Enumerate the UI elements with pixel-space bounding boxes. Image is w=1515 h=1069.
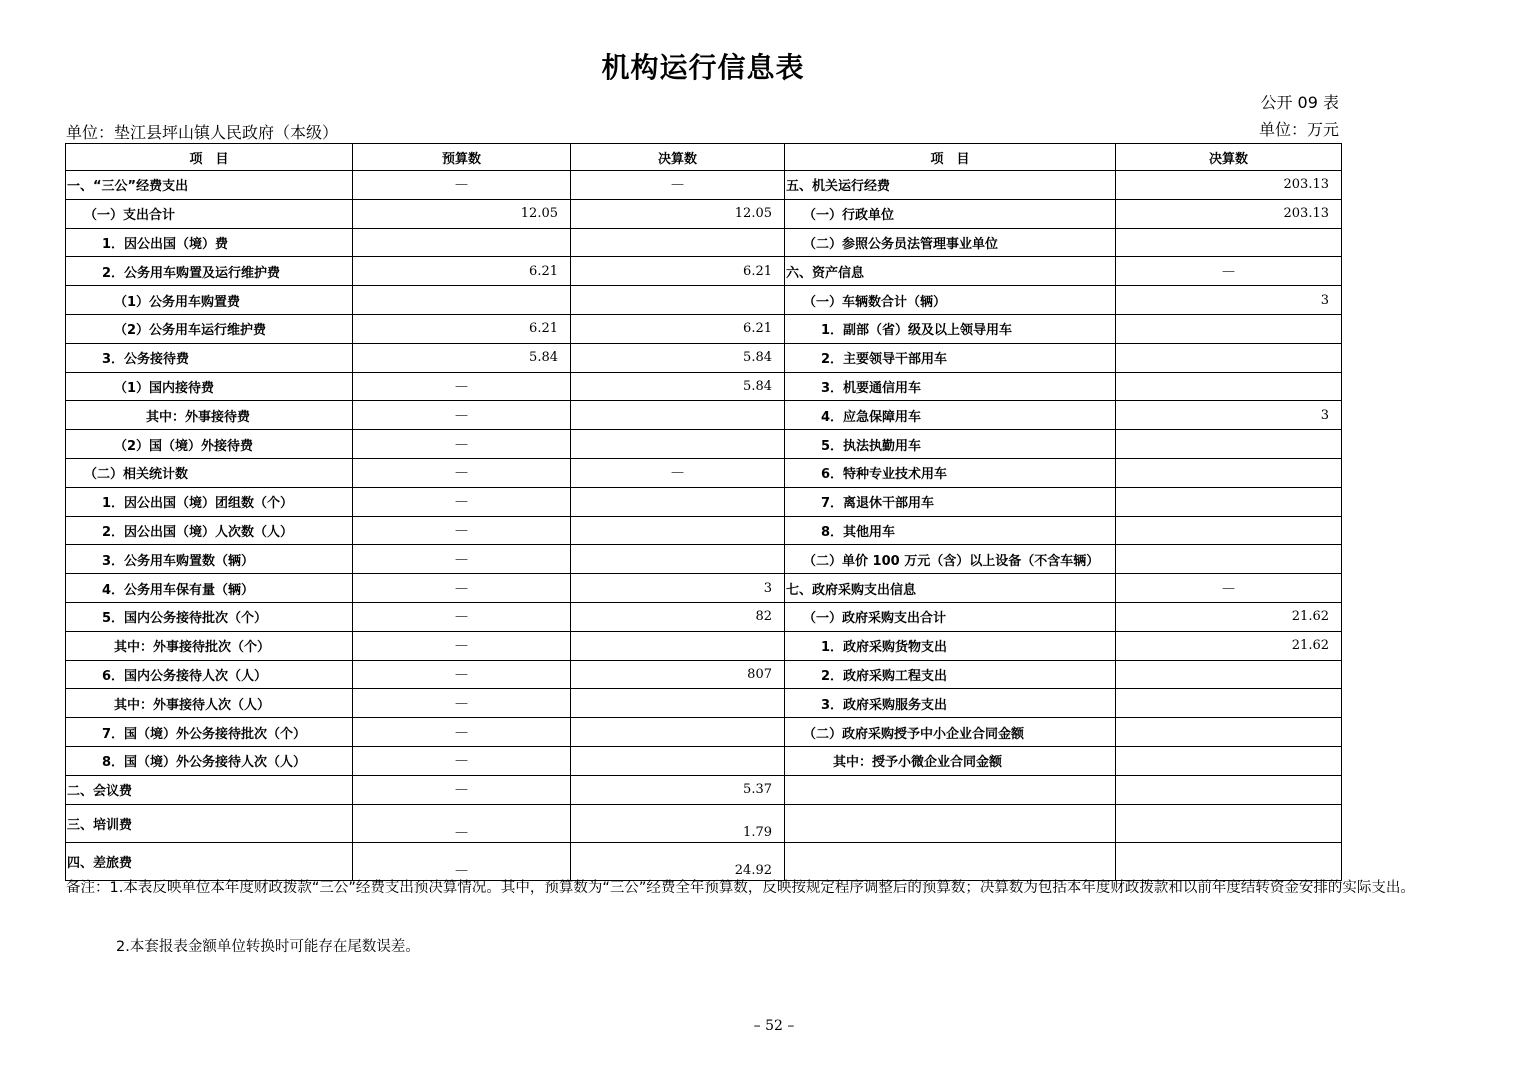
budget-value: — bbox=[353, 458, 571, 487]
right-item-label: 2．主要领导干部用车 bbox=[785, 343, 1116, 372]
left-item-label: 1．因公出国（境）团组数（个） bbox=[66, 487, 353, 516]
table-row bbox=[66, 199, 1342, 228]
right-item-label: 3．机要通信用车 bbox=[785, 372, 1116, 401]
final-value-left: — bbox=[571, 458, 785, 487]
final-value-left: 5.37 bbox=[571, 775, 785, 804]
left-item-label: 3．公务接待费 bbox=[66, 343, 353, 372]
final-value-left bbox=[571, 746, 785, 775]
budget-value: — bbox=[353, 171, 571, 200]
budget-value: — bbox=[353, 401, 571, 430]
budget-value: — bbox=[353, 775, 571, 804]
right-item-label: （一）政府采购支出合计 bbox=[785, 602, 1116, 631]
budget-value: 6.21 bbox=[353, 314, 571, 343]
right-item-label: 2．政府采购工程支出 bbox=[785, 660, 1116, 689]
final-value-right bbox=[1116, 689, 1342, 718]
page-title: 机构运行信息表 bbox=[601, 51, 805, 84]
table-row bbox=[66, 171, 1342, 200]
final-value-left: 5.84 bbox=[571, 343, 785, 372]
budget-value: 6.21 bbox=[353, 257, 571, 286]
right-item-label: 8．其他用车 bbox=[785, 516, 1116, 545]
left-item-label: 2．公务用车购置及运行维护费 bbox=[66, 257, 353, 286]
table-row bbox=[66, 631, 1342, 660]
final-value-right bbox=[1116, 430, 1342, 459]
left-item-label: （2）公务用车运行维护费 bbox=[66, 314, 353, 343]
budget-value: — bbox=[353, 842, 571, 880]
right-item-label: 5．执法执勤用车 bbox=[785, 430, 1116, 459]
budget-value: — bbox=[353, 602, 571, 631]
final-value-right: 21.62 bbox=[1116, 602, 1342, 631]
final-value-left: 6.21 bbox=[571, 314, 785, 343]
final-value-right bbox=[1116, 746, 1342, 775]
left-item-label: 1．因公出国（境）费 bbox=[66, 228, 353, 257]
final-value-left bbox=[571, 631, 785, 660]
right-item-label: 1．政府采购货物支出 bbox=[785, 631, 1116, 660]
right-item-label: 五、机关运行经费 bbox=[785, 171, 1116, 200]
left-item-label: （1）公务用车购置费 bbox=[66, 286, 353, 315]
right-item-label bbox=[785, 775, 1116, 804]
table-row bbox=[66, 775, 1342, 804]
right-item-label: （一）行政单位 bbox=[785, 199, 1116, 228]
final-value-left: 807 bbox=[571, 660, 785, 689]
left-item-label: 8．国（境）外公务接待人次（人） bbox=[66, 746, 353, 775]
final-value-left bbox=[571, 228, 785, 257]
final-value-right bbox=[1116, 718, 1342, 747]
budget-value: — bbox=[353, 487, 571, 516]
final-value-left bbox=[571, 286, 785, 315]
budget-value: — bbox=[353, 631, 571, 660]
footnote-1: 备注：1.本表反映单位本年度财政拨款“三公”经费支出预决算情况。其中，预算数为“三公”经费全年预算数，反映按规定程序调整后的预算数；决算数为包括本年度财政拨款和以前年度结转资金安排的实际支出。 bbox=[66, 880, 1415, 896]
final-value-left: 82 bbox=[571, 602, 785, 631]
institution-operation-table bbox=[65, 143, 1342, 881]
final-value-right bbox=[1116, 775, 1342, 804]
left-item-label: 5．国内公务接待批次（个） bbox=[66, 602, 353, 631]
final-value-right: — bbox=[1116, 574, 1342, 603]
final-value-left: 1.79 bbox=[571, 804, 785, 842]
right-item-label: 4．应急保障用车 bbox=[785, 401, 1116, 430]
budget-value: — bbox=[353, 430, 571, 459]
final-value-left: — bbox=[571, 171, 785, 200]
right-item-label: 1．副部（省）级及以上领导用车 bbox=[785, 314, 1116, 343]
final-value-right bbox=[1116, 487, 1342, 516]
right-item-label: 3．政府采购服务支出 bbox=[785, 689, 1116, 718]
budget-value: — bbox=[353, 804, 571, 842]
final-value-right: 203.13 bbox=[1116, 199, 1342, 228]
budget-value: — bbox=[353, 545, 571, 574]
final-value-left bbox=[571, 718, 785, 747]
right-item-label: （一）车辆数合计（辆） bbox=[785, 286, 1116, 315]
budget-value: — bbox=[353, 689, 571, 718]
final-value-left: 6.21 bbox=[571, 257, 785, 286]
table-row bbox=[66, 257, 1342, 286]
final-value-right bbox=[1116, 545, 1342, 574]
left-item-label: 6．国内公务接待人次（人） bbox=[66, 660, 353, 689]
right-item-label: （二）参照公务员法管理事业单位 bbox=[785, 228, 1116, 257]
page-number: – 52 – bbox=[753, 1018, 795, 1034]
table-row bbox=[66, 487, 1342, 516]
left-item-label: 四、差旅费 bbox=[66, 842, 353, 880]
final-value-right bbox=[1116, 372, 1342, 401]
final-value-right bbox=[1116, 228, 1342, 257]
header-final-right: 决算数 bbox=[1116, 144, 1342, 171]
final-value-left bbox=[571, 545, 785, 574]
right-item-label: 六、资产信息 bbox=[785, 257, 1116, 286]
final-value-left bbox=[571, 689, 785, 718]
final-value-right bbox=[1116, 660, 1342, 689]
table-row bbox=[66, 516, 1342, 545]
final-value-right: 203.13 bbox=[1116, 171, 1342, 200]
final-value-left bbox=[571, 430, 785, 459]
budget-value: — bbox=[353, 574, 571, 603]
budget-value: 5.84 bbox=[353, 343, 571, 372]
table-row bbox=[66, 545, 1342, 574]
table-row bbox=[66, 602, 1342, 631]
left-item-label: 2．因公出国（境）人次数（人） bbox=[66, 516, 353, 545]
final-value-left: 24.92 bbox=[571, 842, 785, 880]
right-item-label: 7．离退休干部用车 bbox=[785, 487, 1116, 516]
left-item-label: 其中：外事接待人次（人） bbox=[66, 689, 353, 718]
final-value-left bbox=[571, 487, 785, 516]
budget-value bbox=[353, 286, 571, 315]
right-item-label: 七、政府采购支出信息 bbox=[785, 574, 1116, 603]
final-value-right: — bbox=[1116, 257, 1342, 286]
header-budget: 预算数 bbox=[353, 144, 571, 171]
right-item-label: （二）政府采购授予中小企业合同金额 bbox=[785, 718, 1116, 747]
table-row bbox=[66, 718, 1342, 747]
header-final-left: 决算数 bbox=[571, 144, 785, 171]
left-item-label: 其中：外事接待费 bbox=[66, 401, 353, 430]
budget-value: — bbox=[353, 746, 571, 775]
final-value-right: 3 bbox=[1116, 286, 1342, 315]
table-row bbox=[66, 689, 1342, 718]
table-row bbox=[66, 228, 1342, 257]
left-item-label: 3．公务用车购置数（辆） bbox=[66, 545, 353, 574]
final-value-right bbox=[1116, 458, 1342, 487]
table-header-row bbox=[66, 144, 1342, 171]
currency-unit: 单位：万元 bbox=[1258, 120, 1339, 139]
budget-value: — bbox=[353, 718, 571, 747]
left-item-label: 一、“三公”经费支出 bbox=[66, 171, 353, 200]
header-item-right: 项 目 bbox=[785, 144, 1116, 171]
left-item-label: 4．公务用车保有量（辆） bbox=[66, 574, 353, 603]
final-value-left bbox=[571, 401, 785, 430]
table-row bbox=[66, 401, 1342, 430]
table-row bbox=[66, 343, 1342, 372]
budget-value: — bbox=[353, 372, 571, 401]
final-value-right: 21.62 bbox=[1116, 631, 1342, 660]
budget-value bbox=[353, 228, 571, 257]
left-item-label: 二、会议费 bbox=[66, 775, 353, 804]
final-value-right: 3 bbox=[1116, 401, 1342, 430]
final-value-right bbox=[1116, 343, 1342, 372]
table-row bbox=[66, 804, 1342, 842]
table-row bbox=[66, 660, 1342, 689]
left-item-label: （1）国内接待费 bbox=[66, 372, 353, 401]
final-value-right bbox=[1116, 314, 1342, 343]
final-value-right bbox=[1116, 804, 1342, 842]
table-row bbox=[66, 372, 1342, 401]
budget-value: 12.05 bbox=[353, 199, 571, 228]
table-row bbox=[66, 314, 1342, 343]
table-row bbox=[66, 574, 1342, 603]
table-row bbox=[66, 286, 1342, 315]
table-row bbox=[66, 430, 1342, 459]
budget-value: — bbox=[353, 516, 571, 545]
final-value-left bbox=[571, 516, 785, 545]
left-item-label: （二）相关统计数 bbox=[66, 458, 353, 487]
table-body bbox=[66, 171, 1342, 881]
right-item-label: 6．特种专业技术用车 bbox=[785, 458, 1116, 487]
left-item-label: 其中：外事接待批次（个） bbox=[66, 631, 353, 660]
footnote-2: 2.本套报表金额单位转换时可能存在尾数误差。 bbox=[116, 939, 420, 955]
right-item-label bbox=[785, 804, 1116, 842]
table-row bbox=[66, 458, 1342, 487]
form-number: 公开 09 表 bbox=[1260, 93, 1339, 112]
reporting-unit: 单位：垫江县坪山镇人民政府（本级） bbox=[66, 123, 339, 142]
left-item-label: （2）国（境）外接待费 bbox=[66, 430, 353, 459]
final-value-left: 3 bbox=[571, 574, 785, 603]
left-item-label: （一）支出合计 bbox=[66, 199, 353, 228]
table-row bbox=[66, 746, 1342, 775]
final-value-right bbox=[1116, 516, 1342, 545]
final-value-left: 12.05 bbox=[571, 199, 785, 228]
left-item-label: 7．国（境）外公务接待批次（个） bbox=[66, 718, 353, 747]
right-item-label: 其中：授予小微企业合同金额 bbox=[785, 746, 1116, 775]
header-item-left: 项 目 bbox=[66, 144, 353, 171]
right-item-label: （二）单价 100 万元（含）以上设备（不含车辆） bbox=[785, 545, 1116, 574]
left-item-label: 三、培训费 bbox=[66, 804, 353, 842]
final-value-left: 5.84 bbox=[571, 372, 785, 401]
budget-value: — bbox=[353, 660, 571, 689]
